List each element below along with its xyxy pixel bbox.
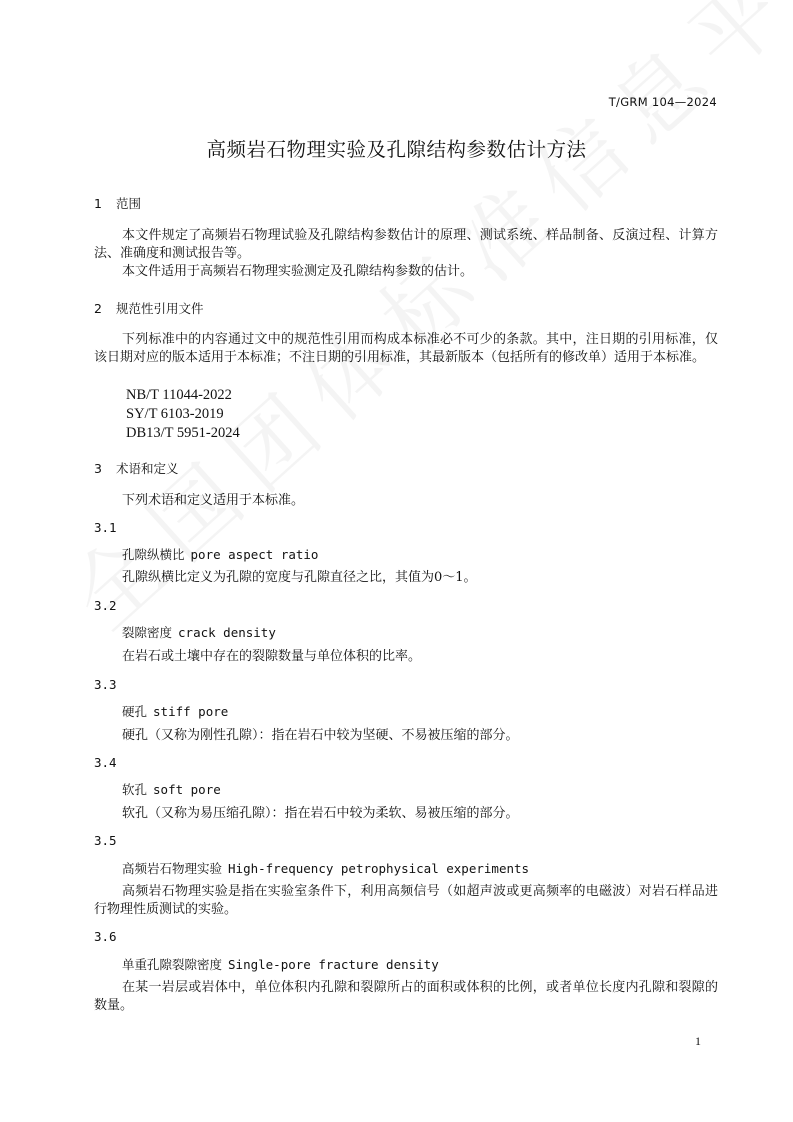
clause-number: 3.5 bbox=[94, 833, 117, 848]
section-3-intro: 下列术语和定义适用于本标准。 bbox=[122, 493, 305, 508]
term-definition: 在岩石或土壤中存在的裂隙数量与单位体积的比率。 bbox=[122, 649, 422, 664]
section-1-paragraph-1: 本文件规定了高频岩石物理试验及孔隙结构参数估计的原理、测试系统、样品制备、反演过程、计算方法、准确度和测试报告等。 bbox=[94, 228, 718, 261]
section-title: 术语和定义 bbox=[116, 461, 179, 476]
section-number: 3 bbox=[94, 461, 102, 476]
clause-number: 3.3 bbox=[94, 677, 117, 692]
term-chinese: 裂隙密度 bbox=[122, 625, 173, 640]
term-chinese: 硬孔 bbox=[122, 704, 148, 719]
clause-number: 3.4 bbox=[94, 755, 117, 770]
term-english: High-frequency petrophysical experiments bbox=[228, 861, 530, 876]
term-definition: 软孔（又称为易压缩孔隙）：指在岩石中较为柔软、易被压缩的部分。 bbox=[122, 806, 519, 821]
term-heading bbox=[122, 955, 439, 973]
term-definition: 高频岩石物理实验是指在实验室条件下，利用高频信号（如超声波或更高频率的电磁波）对岩石样品进行物理性质测试的实验。 bbox=[94, 884, 718, 917]
section-title: 规范性引用文件 bbox=[116, 301, 204, 316]
term-english: soft pore bbox=[153, 782, 221, 797]
term-heading bbox=[122, 702, 228, 720]
term-chinese: 孔隙纵横比 bbox=[122, 547, 185, 562]
standard-code: T/GRM 104—2024 bbox=[608, 95, 717, 109]
term-english: crack density bbox=[178, 625, 276, 640]
page-number: 1 bbox=[695, 1034, 701, 1048]
section-3-heading bbox=[94, 459, 179, 477]
section-2-paragraph: 下列标准中的内容通过文中的规范性引用而构成本标准必不可少的条款。其中，注日期的引用标准，仅该日期对应的版本适用于本标准；不注日期的引用标准，其最新版本（包括所有的修改单）适用于本标准。 bbox=[94, 332, 718, 365]
term-english: pore aspect ratio bbox=[190, 547, 319, 562]
section-title: 范围 bbox=[116, 196, 142, 211]
term-heading bbox=[122, 623, 276, 641]
clause-number: 3.2 bbox=[94, 598, 117, 613]
clause-number: 3.1 bbox=[94, 520, 117, 535]
section-1-paragraph-2: 本文件适用于高频岩石物理实验测定及孔隙结构参数的估计。 bbox=[122, 264, 474, 279]
term-definition: 硬孔（又称为刚性孔隙）：指在岩石中较为坚硬、不易被压缩的部分。 bbox=[122, 728, 519, 743]
term-definition: 孔隙纵横比定义为孔隙的宽度与孔隙直径之比，其值为0～1。 bbox=[122, 570, 477, 585]
section-2-heading bbox=[94, 299, 204, 317]
term-heading bbox=[122, 780, 221, 798]
term-heading bbox=[122, 859, 529, 877]
term-chinese: 单重孔隙裂隙密度 bbox=[122, 957, 223, 972]
section-1-heading bbox=[94, 194, 141, 212]
term-chinese: 高频岩石物理实验 bbox=[122, 861, 223, 876]
document-title: 高频岩石物理实验及孔隙结构参数估计方法 bbox=[206, 138, 587, 161]
term-english: Single-pore fracture density bbox=[228, 957, 439, 972]
reference-item: DB13/T 5951-2024 bbox=[126, 425, 240, 441]
reference-item: NB/T 11044-2022 bbox=[126, 387, 232, 403]
section-number: 2 bbox=[94, 301, 102, 316]
term-definition: 在某一岩层或岩体中，单位体积内孔隙和裂隙所占的面积或体积的比例，或者单位长度内孔隙和裂隙的数量。 bbox=[94, 980, 718, 1013]
section-number: 1 bbox=[94, 196, 102, 211]
reference-item: SY/T 6103-2019 bbox=[126, 406, 224, 422]
term-english: stiff pore bbox=[153, 704, 229, 719]
clause-number: 3.6 bbox=[94, 929, 117, 944]
term-chinese: 软孔 bbox=[122, 782, 148, 797]
term-heading bbox=[122, 545, 318, 563]
